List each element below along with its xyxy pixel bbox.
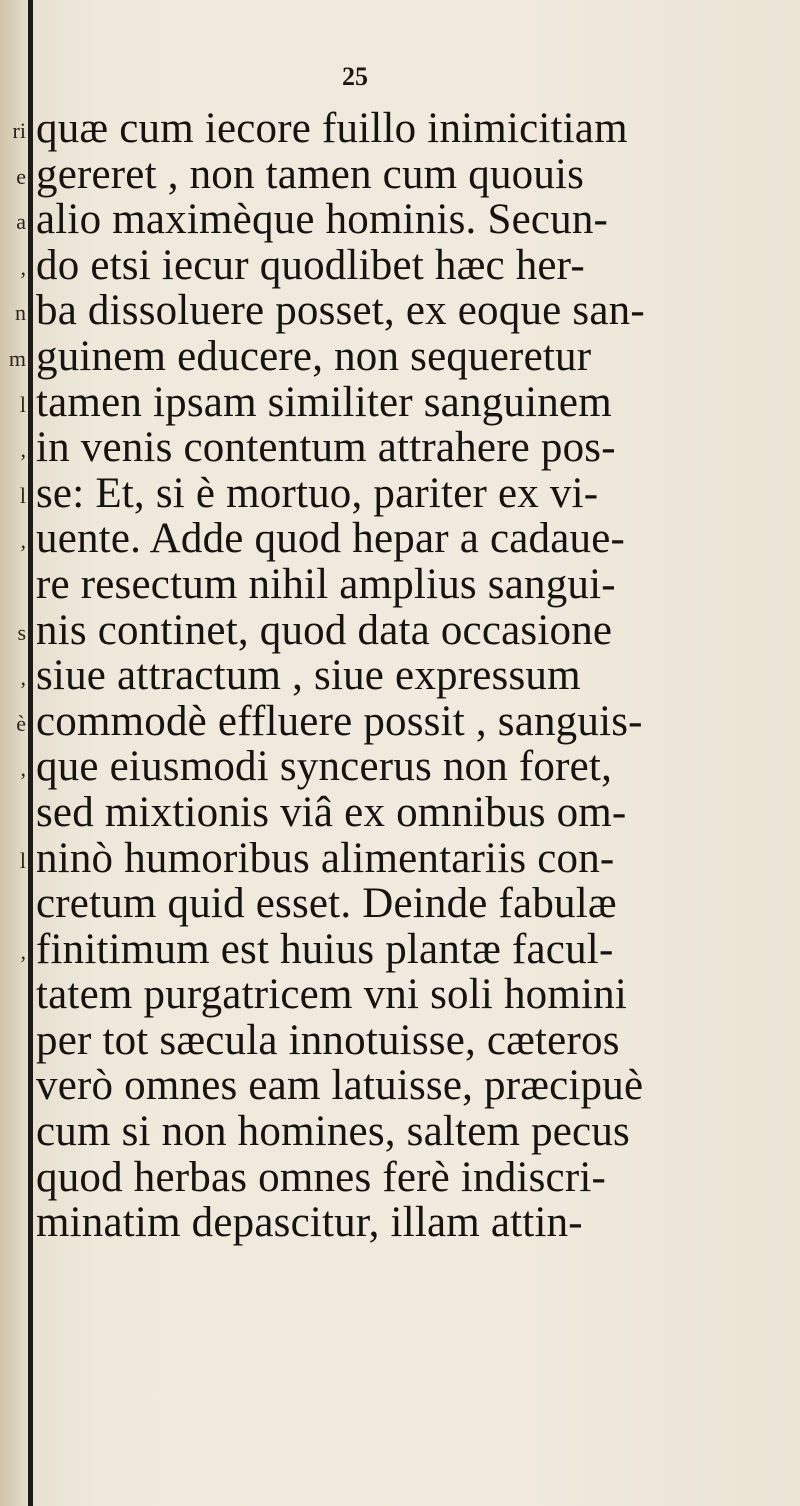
previous-page-fragment: n: [15, 300, 26, 326]
text-line: quod herbas omnes ferè indiscri-: [36, 1153, 606, 1201]
previous-page-fragment: l: [19, 482, 26, 508]
previous-page-fragment: ,: [20, 528, 26, 554]
body-text: [36, 106, 794, 1246]
previous-page-fragment: ,: [20, 437, 26, 463]
text-line: gereret , non tamen cum quouis: [36, 150, 585, 198]
text-line: cum si non homines, saltem pecus: [36, 1108, 630, 1156]
text-line: in venis contentum attrahere pos-: [36, 424, 616, 472]
binding-fold: [28, 0, 33, 1506]
previous-page-fragment: ,: [20, 665, 26, 691]
text-line: commodè effluere possit , sanguis-: [36, 697, 643, 745]
text-line: uente. Adde quod hepar a cadaue-: [36, 515, 626, 563]
previous-page-fragment: [2, 883, 26, 929]
text-line: cretum quid esset. Deinde fabulæ: [36, 880, 617, 928]
text-line: ba dissoluere posset, ex eoque san-: [36, 287, 645, 335]
previous-page-fragment: l: [19, 847, 26, 873]
text-line: tatem purgatricem vni soli homini: [36, 971, 627, 1019]
text-line: alio maximèque hominis. Secun-: [36, 196, 609, 244]
text-line: guinem educere, non sequeretur: [36, 332, 592, 380]
text-line: per tot sæcula innotuisse, cæteros: [36, 1016, 620, 1064]
previous-page-fragment: [2, 792, 26, 838]
text-line: nis continet, quod data occasione: [36, 606, 613, 654]
text-line: re resectum nihil amplius sangui-: [36, 560, 616, 608]
previous-page-fragments: [2, 108, 26, 974]
previous-page-fragment: s: [17, 619, 26, 645]
previous-page-fragment: [2, 564, 26, 610]
previous-page-fragment: m: [8, 345, 26, 371]
page-number: 25: [342, 62, 368, 91]
text-line: que eiusmodi syncerus non foret,: [36, 743, 613, 791]
previous-page-fragment: e: [16, 163, 26, 189]
previous-page-fragment: ri: [12, 118, 26, 143]
text-line: tamen ipsam similiter sanguinem: [36, 378, 612, 426]
text-line: quæ cum iecore fuillo inimicitiam: [36, 105, 628, 152]
text-line: do etsi iecur quodlibet hæc her-: [36, 241, 585, 289]
previous-page-fragment: l: [19, 391, 26, 417]
text-line: finitimum est huius plantæ facul-: [36, 925, 614, 973]
previous-page-fragment: ,: [20, 756, 26, 782]
previous-page-fragment: è: [16, 710, 26, 736]
text-line: verò omnes eam latuisse, præcipuè: [36, 1062, 644, 1110]
text-line: ninò humoribus alimentariis con-: [36, 834, 615, 882]
text-line: sed mixtionis viâ ex omnibus om-: [36, 788, 627, 836]
text-line: minatim depascitur, illam attin-: [36, 1199, 583, 1247]
text-line: siue attractum , siue expressum: [36, 652, 581, 700]
text-line: se: Et, si è mortuo, pariter ex vi-: [36, 469, 599, 517]
previous-page-fragment: ,: [20, 254, 26, 280]
previous-page-fragment: a: [16, 209, 26, 235]
previous-page-fragment: ,: [20, 938, 26, 964]
